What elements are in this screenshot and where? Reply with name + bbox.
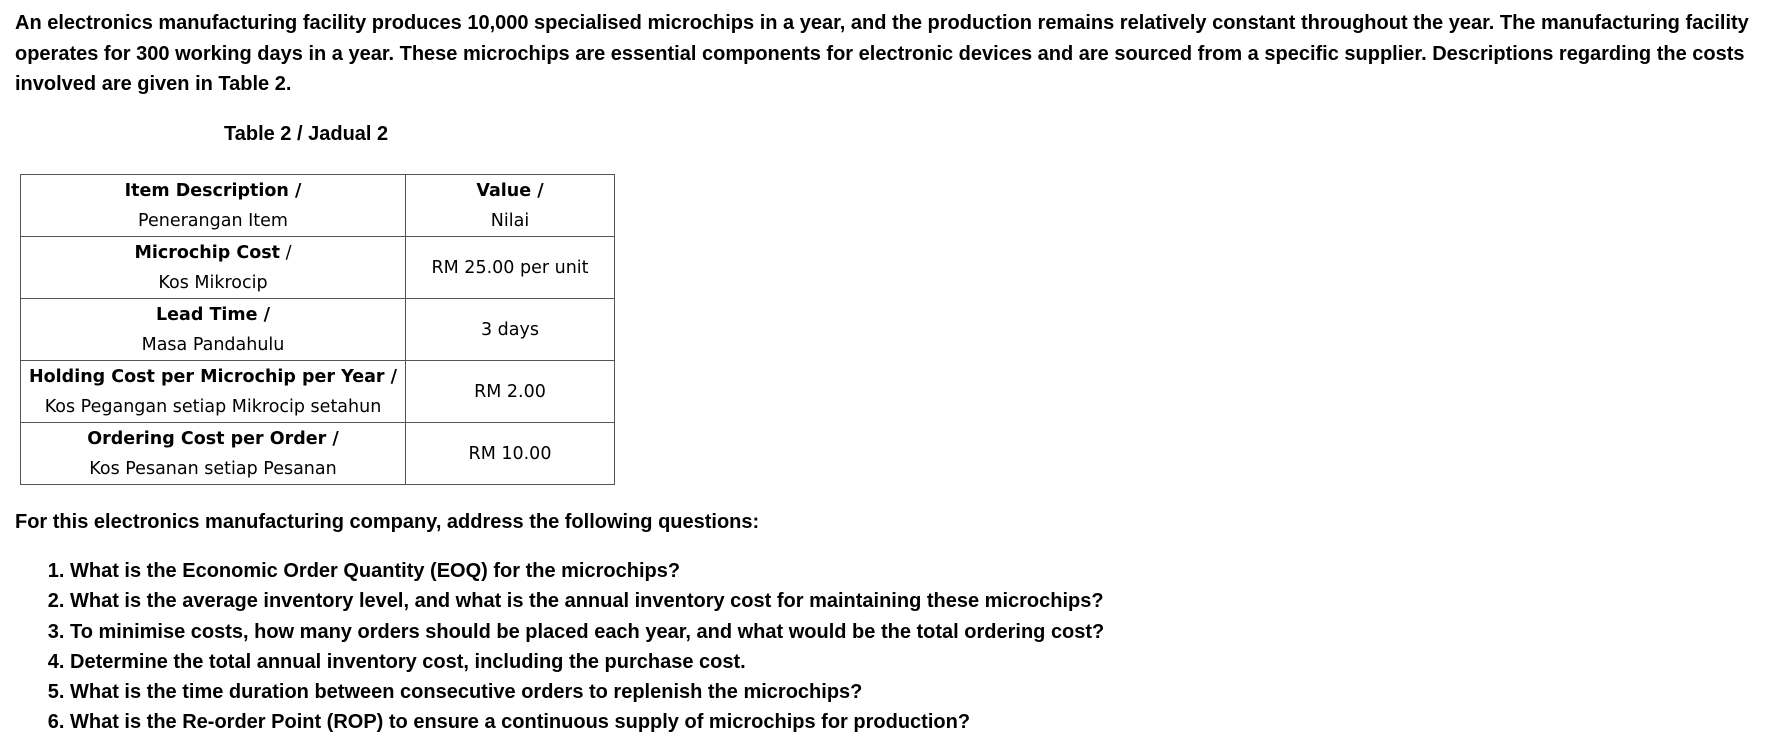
- item-label-slash: /: [280, 243, 292, 263]
- table-row: [21, 237, 615, 299]
- list-item: 5. What is the time duration between consecutive orders to replenish the microchips?: [70, 677, 1104, 707]
- header-value-ms: Nilai: [490, 211, 530, 231]
- table-row: [21, 299, 615, 361]
- item-label-ms: Kos Pegangan setiap Mikrocip setahun: [44, 397, 382, 417]
- item-label-en: Holding Cost per Microchip per Year /: [29, 367, 397, 387]
- item-label-en: Microchip Cost: [134, 243, 281, 263]
- item-cell: [21, 299, 406, 361]
- value-cell: RM 2.00: [406, 361, 615, 423]
- question-list: [20, 556, 1104, 738]
- table-caption: Table 2 / Jadual 2: [224, 123, 389, 145]
- item-label-ms: Masa Pandahulu: [141, 335, 285, 355]
- table-row: [21, 423, 615, 485]
- table-row: [21, 361, 615, 423]
- header-value-en: Value /: [476, 181, 544, 201]
- item-label-ms: Kos Pesanan setiap Pesanan: [89, 459, 337, 479]
- header-cell-description: [21, 175, 406, 237]
- item-label-en: Lead Time /: [156, 305, 270, 325]
- item-label-en: Ordering Cost per Order /: [87, 429, 339, 449]
- table-header-row: [21, 175, 615, 237]
- item-cell: [21, 361, 406, 423]
- header-description-ms: Penerangan Item: [138, 211, 288, 231]
- item-label-ms: Kos Mikrocip: [158, 273, 268, 293]
- cost-table: [20, 174, 615, 485]
- list-item: 4. Determine the total annual inventory cost, including the purchase cost.: [70, 647, 1104, 677]
- value-cell: RM 10.00: [406, 423, 615, 485]
- header-cell-value: [406, 175, 615, 237]
- item-cell: [21, 423, 406, 485]
- list-item: 2. What is the average inventory level, and what is the annual inventory cost for maintaining these microchips?: [70, 586, 1104, 616]
- questions-lead: For this electronics manufacturing company, address the following questions:: [15, 511, 760, 533]
- list-item: 3. To minimise costs, how many orders should be placed each year, and what would be the total ordering cost?: [70, 617, 1104, 647]
- value-cell: RM 25.00 per unit: [406, 237, 615, 299]
- value-cell: 3 days: [406, 299, 615, 361]
- list-item: 6. What is the Re-order Point (ROP) to ensure a continuous supply of microchips for production?: [70, 707, 1104, 737]
- header-description-en: Item Description /: [124, 181, 302, 201]
- list-item: 1. What is the Economic Order Quantity (EOQ) for the microchips?: [70, 556, 1104, 586]
- intro-paragraph: An electronics manufacturing facility produces 10,000 specialised microchips in a year, and the production remains relatively constant throughout the year. The manufacturing facility operates for 300 working days in a year. These microchips are essential components for electronic devices and are sourced from a specific supplier. Descriptions regarding the costs involved are given in Table 2.: [15, 12, 1749, 95]
- item-cell: [21, 237, 406, 299]
